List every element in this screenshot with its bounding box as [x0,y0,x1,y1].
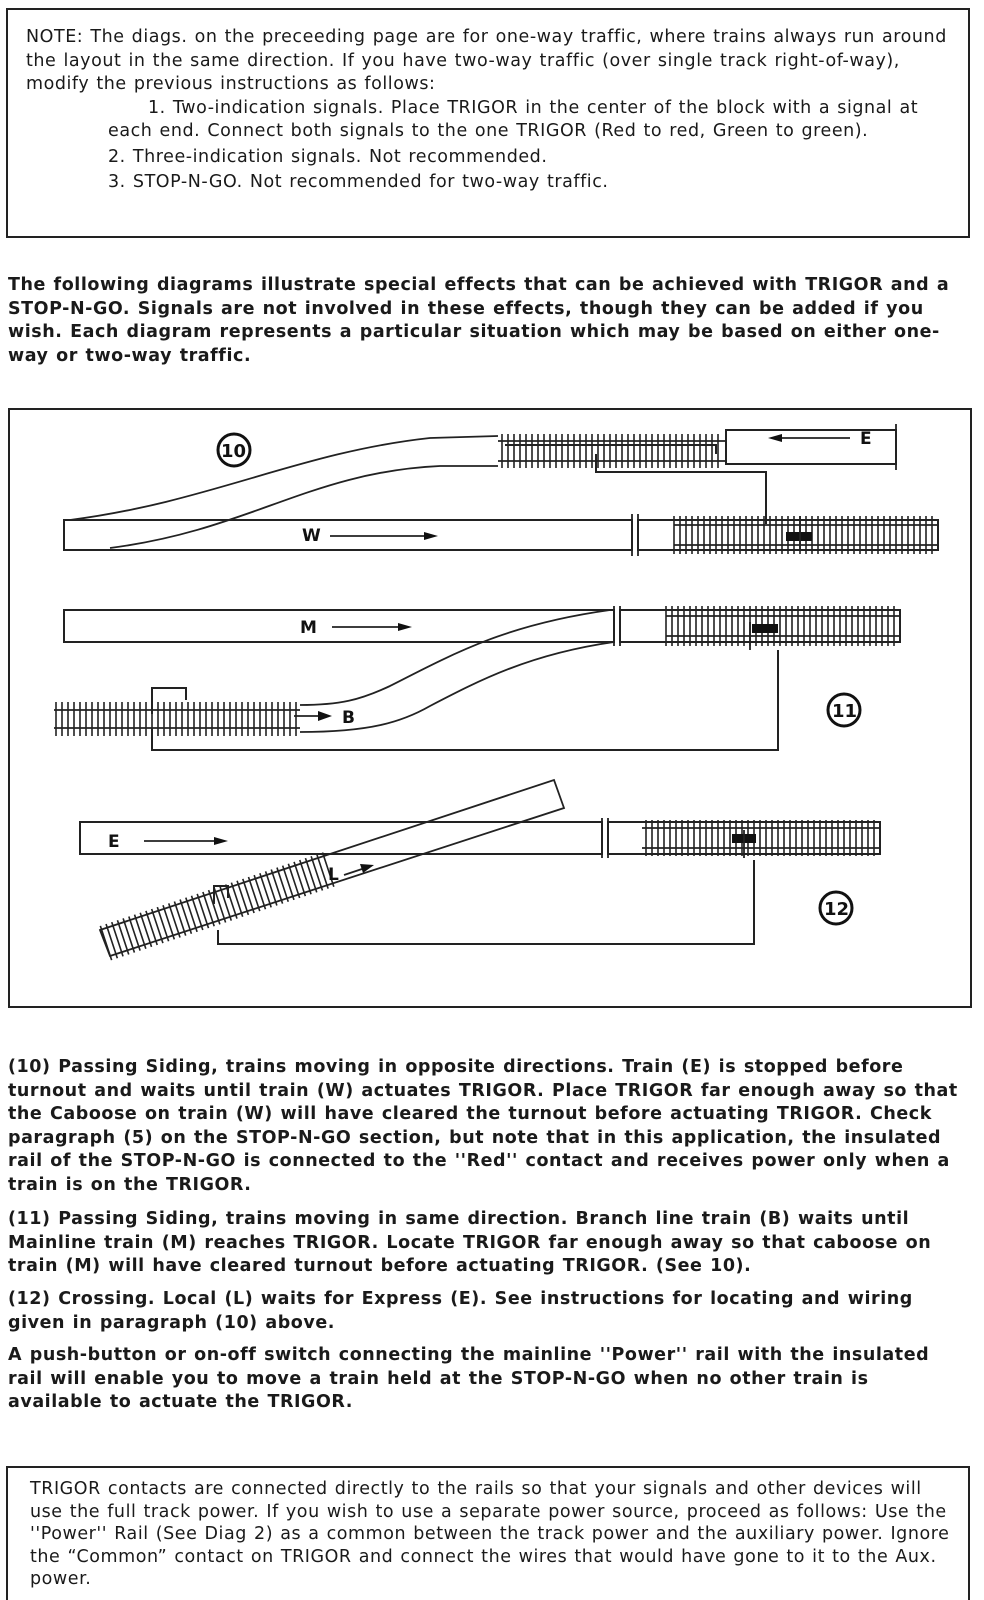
railroad-tie [140,913,151,947]
railroad-tie [288,864,299,898]
diagram-12 [80,780,880,960]
bottom-note: TRIGOR contacts are connected directly to the rails so that your signals and other devices will use the full track power. If you wish to use a separate power source, proceed as follows: Use the ''Power'' Rail (See Diag 2) as a common between the track power and the auxiliary power. Ignore the “Common” contact on TRIGOR and connect the wires that would have gone to it to the Aux. power. [30,1479,950,1589]
railroad-tie [129,916,140,950]
d11-arrow-b-head [318,711,332,721]
railroad-tie [135,915,146,949]
railroad-tie [146,911,157,945]
track-diagram-svg [10,410,970,1006]
railroad-tie [277,868,288,902]
railroad-tie [231,883,242,917]
railroad-tie [243,879,254,913]
railroad-tie [100,926,111,960]
d11-wire [152,650,778,750]
railroad-tie [163,905,174,939]
railroad-tie [300,860,311,894]
d10-label-w: W [302,526,321,546]
railroad-tie [203,892,214,926]
bottom-note-box [6,1466,970,1600]
railroad-tie [192,896,203,930]
railroad-tie [305,858,316,892]
intro-paragraph: The following diagrams illustrate special effects that can be achieved with TRIGOR and a STOP-N-GO. Signals are not involved in these effects, though they can be added if you wish. Each diagram represents a particular situation which may be based on either one-way or two-way traffic. [8,275,950,366]
railroad-tie [266,871,277,905]
railroad-tie [106,924,117,958]
d12-express-track [80,822,602,854]
d10-label-e: E [860,429,872,449]
railroad-tie [157,907,168,941]
railroad-tie [123,918,134,952]
d10-number: 10 [221,441,247,462]
railroad-tie [283,866,294,900]
d11-trigor [752,624,778,633]
railroad-tie [152,909,163,943]
caption-10: (10) Passing Siding, trains moving in opposite directions. Train (E) is stopped before turnout and waits until train (W) actuates TRIGOR. Place TRIGOR far enough away so that the Caboose on train (W) will have cleared the turnout before actuating TRIGOR. Check paragraph (5) on the STOP-N-GO section, but note that in this application, the insulated rail of the STOP-N-GO is connected to the ''Red'' contact and receives power only when a train is on the TRIGOR. [8,1057,958,1195]
d12-label-l: L [328,865,339,885]
railroad-tie [197,894,208,928]
railroad-tie [180,900,191,934]
railroad-tie [271,869,282,903]
railroad-tie [220,886,231,920]
d10-mainline-track [64,520,632,550]
d10-siding-outer [70,436,498,520]
railroad-tie [248,877,259,911]
note-box [6,8,970,238]
railroad-tie [294,862,305,896]
d11-number: 11 [832,701,858,722]
d10-trigor [786,532,812,541]
d12-label-e: E [108,832,120,852]
d11-branch-ties [56,702,296,736]
railroad-tie [169,903,180,937]
railroad-tie [112,922,123,956]
diagram-11 [54,606,900,750]
note-item-2: 2. Three-indication signals. Not recommended. [108,146,548,167]
railroad-tie [317,854,328,888]
railroad-tie [174,901,185,935]
railroad-tie [260,873,271,907]
railroad-tie [311,856,322,890]
railroad-tie [214,888,225,922]
railroad-tie [117,920,128,954]
d12-number: 12 [824,899,850,920]
caption-12: (12) Crossing. Local (L) waits for Express (E). See instructions for locating and wiring given in paragraph (10) above. [8,1289,913,1333]
caption-11: (11) Passing Siding, trains moving in same direction. Branch line train (B) waits until Mainline train (M) reaches TRIGOR. Locate TRIGOR far enough away so that caboose on train (M) will have cleared turnout before actuating TRIGOR. (See 10). [8,1209,932,1276]
railroad-tie [186,898,197,932]
d11-label-m: M [300,618,317,638]
d10-siding-ties [502,434,718,468]
note-item-1: 1. Two-indication signals. Place TRIGOR in the center of the block with a signal at each end. Connect both signals to the one TRIGOR (Red to red, Green to green). [108,97,919,141]
caption-switch: A push-button or on-off switch connecting the mainline ''P⁠ower'' rail with the insulated rail will enable you to move a train held at the STOP-N-GO when no other train is available to actuate the TRIGOR. [8,1345,930,1412]
railroad-tie [254,875,265,909]
diagram-10 [64,424,938,556]
railroad-tie [237,881,248,915]
note-intro: NOTE: The diags. on the preceeding page are for one-way traffic, where trains always run around the layout in the same direction. If you have two-way traffic (over single track right-of-way), modify the previous instructions as follows: [26,27,947,94]
note-item-3: 3. STOP-N-GO. Not recommended for two-way traffic. [108,172,609,192]
d11-label-b: B [342,708,355,728]
track-diagram [8,408,972,1008]
